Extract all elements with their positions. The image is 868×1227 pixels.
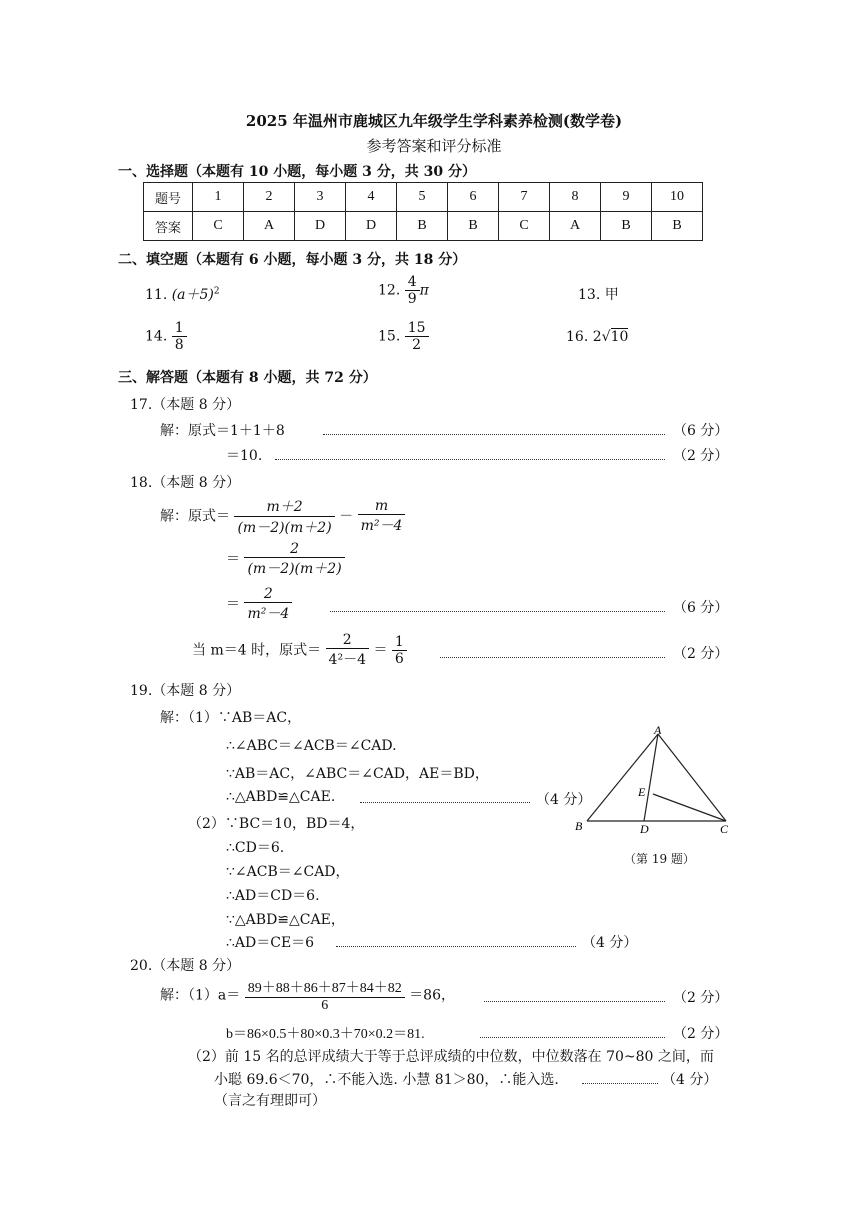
question-number: 2: [244, 183, 295, 212]
numerator: 2: [342, 632, 352, 648]
problem-20-note: （言之有理即可）: [214, 1093, 326, 1109]
condition-text: 当 m＝4 时，原式＝: [192, 642, 322, 659]
row-label-answers: 答案: [144, 212, 193, 241]
fraction: [358, 498, 406, 535]
problem-19-line: ∴∠ABC＝∠ACB＝∠CAD.: [226, 738, 397, 754]
dot-leader: [582, 1083, 658, 1084]
numerator: 1: [394, 634, 404, 650]
score-label: （2 分）: [673, 990, 729, 1006]
dot-leader: [360, 802, 530, 803]
dot-leader: [323, 434, 665, 435]
operator: －: [339, 508, 354, 525]
question-number: 4: [346, 183, 397, 212]
step-prefix: 解：（1）a＝: [160, 987, 241, 1004]
page-subtitle: 参考答案和评分标准: [366, 137, 502, 155]
table-row-questions: [144, 183, 703, 212]
numerator: 1: [174, 320, 184, 336]
numerator: m: [374, 498, 389, 514]
figure-caption: （第 19 题）: [624, 852, 695, 866]
fraction: [405, 320, 429, 353]
fraction: [245, 977, 405, 1014]
vertex-label-a: A: [654, 723, 662, 737]
fraction: [172, 320, 187, 353]
score-label: （4 分）: [582, 935, 638, 951]
answer-text: 甲: [604, 287, 619, 303]
dot-leader: [440, 657, 665, 658]
problem-19-line: ∵△ABD≌△CAE，: [226, 912, 345, 928]
problem-19-line: ∴AD＝CD＝6.: [226, 888, 320, 904]
score-label: （6 分）: [673, 600, 729, 616]
problem-20-a-line: [160, 977, 455, 1014]
answer-cell: D: [295, 212, 346, 241]
question-number: 13.: [578, 287, 601, 303]
fill-answer-16: [566, 329, 628, 345]
answer-cell: A: [244, 212, 295, 241]
answer-table: [143, 182, 703, 241]
problem-19-line: （2）∵BC＝10，BD＝4，: [188, 816, 365, 832]
radicand: 10: [610, 329, 629, 345]
problem-18-step1: [160, 496, 405, 537]
answer-cell: B: [652, 212, 703, 241]
page-title: 2025 年温州市鹿城区九年级学生学科素养检测(数学卷): [245, 112, 623, 130]
answer-exponent: 2: [213, 286, 220, 297]
score-label: （4 分）: [536, 792, 592, 808]
problem-19-line: ∵AB＝AC，∠ABC＝∠CAD，AE＝BD，: [226, 766, 489, 782]
problem-18-label: 18.（本题 8 分）: [130, 475, 241, 491]
denominator: (m－2)(m＋2): [244, 557, 344, 578]
problem-17-line2: ＝10.: [226, 448, 263, 464]
fill-answer-13: [578, 284, 619, 304]
question-number: 15.: [378, 328, 401, 345]
answer-cell: C: [499, 212, 550, 241]
radical-sign: √: [601, 329, 611, 345]
denominator: m²－4: [244, 602, 292, 623]
question-number: 3: [295, 183, 346, 212]
problem-18-step4: [192, 632, 407, 669]
numerator: 15: [407, 320, 426, 336]
denominator: 6: [392, 650, 407, 667]
problem-17-line1: 解：原式＝1＋1＋8: [160, 423, 285, 439]
fraction: [244, 541, 344, 578]
segment-ab: [587, 734, 658, 821]
segment-ad: [644, 734, 658, 821]
vertex-label-c: C: [720, 822, 729, 836]
section2-heading: 二、填空题（本题有 6 小题，每小题 3 分，共 18 分）: [118, 252, 467, 268]
denominator: (m－2)(m＋2): [234, 516, 334, 537]
dot-leader: [275, 459, 665, 460]
problem-18-step3: [226, 586, 292, 623]
equals: ＝: [226, 596, 240, 613]
question-number: 11.: [145, 287, 168, 303]
problem-18-step2: [226, 541, 345, 578]
point-label-e: E: [638, 785, 646, 799]
question-number: 14.: [145, 328, 168, 345]
numerator: 2: [263, 586, 273, 602]
question-number: 10: [652, 183, 703, 212]
dot-leader: [484, 1001, 665, 1002]
denominator: 9: [405, 290, 420, 307]
denominator: 6: [245, 997, 405, 1014]
fraction: [405, 274, 420, 307]
problem-20-b-line: b＝86×0.5＋80×0.3＋70×0.2＝81.: [226, 1027, 425, 1042]
fraction: [244, 586, 292, 623]
dot-leader: [480, 1037, 665, 1038]
fill-answer-14: [145, 320, 187, 353]
row-label-questions: 题号: [144, 183, 193, 212]
answer-cell: D: [346, 212, 397, 241]
question-number: 6: [448, 183, 499, 212]
fraction: [326, 632, 369, 669]
answer-cell: B: [397, 212, 448, 241]
answer-cell: B: [448, 212, 499, 241]
denominator: m²－4: [358, 514, 406, 535]
result: ＝86，: [409, 987, 455, 1004]
problem-19-line: ∴AD＝CE＝6: [226, 935, 315, 951]
answer-cell: A: [550, 212, 601, 241]
problem-20-part2-line2: 小聪 69.6＜70，∴不能入选. 小慧 81＞80，∴能入选.: [214, 1072, 559, 1088]
fraction: [392, 634, 407, 667]
answer-expression: (a＋5): [171, 287, 214, 303]
numerator: m＋2: [266, 499, 303, 515]
fill-answer-11: [145, 284, 220, 304]
table-row-answers: [144, 212, 703, 241]
question-number: 1: [193, 183, 244, 212]
numerator: 89＋88＋86＋87＋84＋82: [247, 981, 402, 996]
problem-19-line: 解：（1）∵AB＝AC，: [160, 710, 302, 726]
question-number: 9: [601, 183, 652, 212]
triangle-figure: [560, 722, 750, 852]
score-label: （2 分）: [673, 1026, 729, 1042]
problem-19-label: 19.（本题 8 分）: [130, 683, 241, 699]
problem-19-line: ∴△ABD≌△CAE.: [226, 789, 336, 805]
section1-heading: 一、选择题（本题有 10 小题，每小题 3 分，共 30 分）: [118, 164, 476, 180]
score-label: （4 分）: [662, 1072, 718, 1088]
point-label-d: D: [640, 822, 649, 836]
score-label: （2 分）: [673, 448, 729, 464]
problem-17-label: 17.（本题 8 分）: [130, 397, 241, 413]
score-label: （6 分）: [673, 423, 729, 439]
question-number: 7: [499, 183, 550, 212]
denominator: 2: [405, 336, 429, 353]
numerator: 2: [290, 541, 300, 557]
question-number: 5: [397, 183, 448, 212]
denominator: 8: [172, 336, 187, 353]
question-number: 8: [550, 183, 601, 212]
answer-cell: B: [601, 212, 652, 241]
radical-coefficient: 2: [592, 329, 602, 345]
fill-answer-12: [378, 274, 429, 307]
question-number: 12.: [378, 282, 401, 299]
denominator: 4²－4: [326, 648, 369, 669]
answer-cell: C: [193, 212, 244, 241]
dot-leader: [330, 611, 665, 612]
numerator: 4: [407, 274, 417, 290]
fraction: [234, 496, 334, 537]
problem-20-part2-line1: （2）前 15 名的总评成绩大于等于总评成绩的中位数，中位数落在 70~80 之间，而: [188, 1049, 714, 1065]
equals: ＝: [226, 551, 240, 568]
section3-heading: 三、解答题（本题有 8 小题，共 72 分）: [118, 370, 377, 386]
dot-leader: [336, 946, 576, 947]
problem-19-line: ∵∠ACB＝∠CAD，: [226, 864, 350, 880]
equals: ＝: [373, 642, 388, 659]
score-label: （2 分）: [673, 646, 729, 662]
question-number: 16.: [566, 329, 589, 345]
fill-answer-15: [378, 320, 429, 353]
problem-19-line: ∴CD＝6.: [226, 840, 285, 856]
vertex-label-b: B: [575, 819, 583, 833]
problem-20-label: 20.（本题 8 分）: [130, 958, 241, 974]
pi-symbol: π: [419, 282, 429, 299]
step-prefix: 解：原式＝: [160, 508, 230, 525]
